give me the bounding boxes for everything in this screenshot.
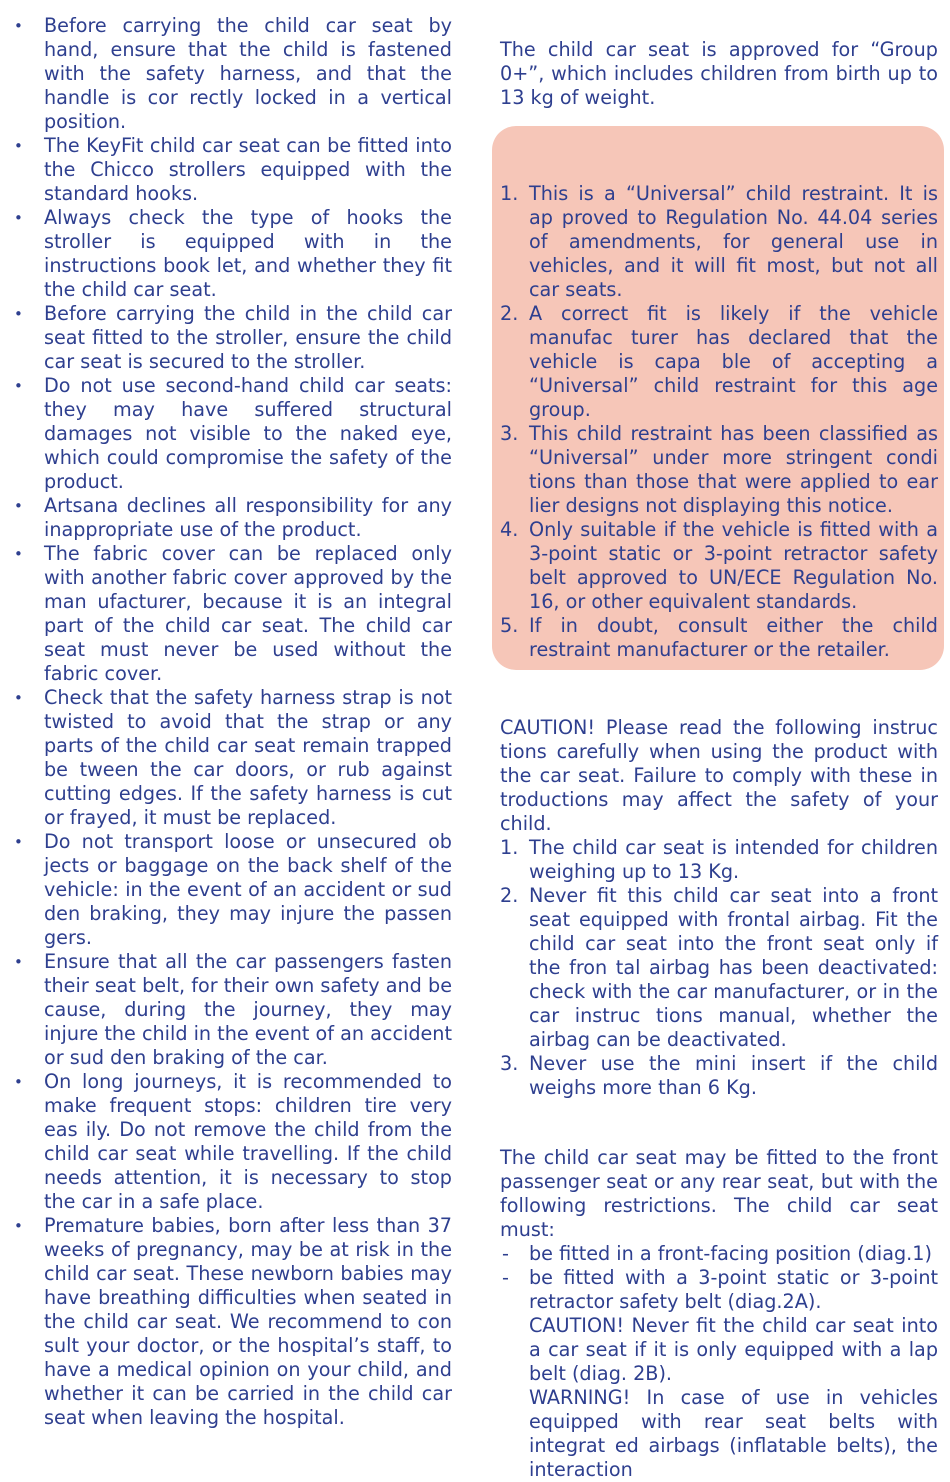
list-item: • Artsana declines all responsibility for any inappropriate use of the product.	[14, 494, 452, 542]
list-item	[500, 836, 938, 884]
caution-text: CAUTION! Never fit the child car seat into a car seat if it is only equipped with a lap belt (diag. 2B).	[529, 1314, 938, 1385]
caution-steps	[500, 836, 938, 1100]
item-text: Never fit this child car seat into a front seat equipped with frontal airbag. Fit the child car seat into the front seat only if the fron tal airbag has been deactivated: check with the car manufacturer, or in the car instruc tions manual, whether the airbag can be deactivated.	[529, 884, 938, 1051]
list-item	[500, 518, 938, 614]
restrictions-section	[500, 1146, 938, 1482]
list-item: • Before carrying the child car seat by hand, ensure that the child is fastened with the safety harness, and that the handle is cor rectly locked in a vertical position.	[14, 14, 452, 134]
safety-warnings-list	[14, 14, 452, 1430]
item-text: This is a “Universal” child restraint. It is ap proved to Regulation No. 44.04 series of amendments, for general use in vehicles, and it will fit most, but not all car seats.	[529, 182, 938, 301]
item-text: The child car seat is intended for children weighing up to 13 Kg.	[529, 836, 938, 883]
item-text: A correct fit is likely if the vehicle manufac turer has declared that the vehicle is capa ble of accepting a “Universal” child restraint for this age group.	[529, 302, 938, 421]
list-item	[500, 1266, 938, 1482]
list-item: • Before carrying the child in the child car seat fitted to the stroller, ensure the child car seat is secured to the stroller.	[14, 302, 452, 374]
caution-section	[500, 716, 938, 1100]
warning-text: WARNING! In case of use in vehicles equipped with rear seat belts with integrat ed airbags (inflatable belts), the interaction	[529, 1386, 938, 1481]
universal-notice-box	[492, 126, 944, 670]
list-item: • Do not use second-hand child car seats: they may have suffered structural damages not visible to the naked eye, which could compromise the safety of the product.	[14, 374, 452, 494]
left-column	[14, 14, 452, 1430]
list-item	[500, 182, 938, 302]
item-number: 1.	[500, 836, 519, 859]
approval-text: The child car seat is approved for “Group 0+”, which includes children from birth up to 13 kg of weight.	[500, 38, 938, 109]
item-text: If in doubt, consult either the child restraint manufacturer or the retailer.	[529, 614, 938, 661]
item-text: - be fitted with a 3-point static or 3-point retractor safety belt (diag.2A).	[529, 1266, 938, 1313]
list-item: - be fitted in a front-facing position (diag.1)	[500, 1242, 938, 1266]
list-item: • The KeyFit child car seat can be fitted into the Chicco strollers equipped with the standard hooks.	[14, 134, 452, 206]
caution-intro: CAUTION! Please read the following instruc tions carefully when using the product with the car seat. Failure to comply with these in troductions may affect the safety of your child.	[500, 716, 938, 835]
item-number: 2.	[500, 302, 519, 325]
item-number: 3.	[500, 422, 519, 445]
list-item: • On long journeys, it is recommended to make frequent stops: children tire very eas ily. Do not remove the child from the child car seat while travelling. If the child needs attention, it is necessary to stop the car in a safe place.	[14, 1070, 452, 1214]
item-number: 3.	[500, 1052, 519, 1075]
list-item	[500, 302, 938, 422]
item-text: Only suitable if the vehicle is fitted with a 3-point static or 3-point retractor safety belt approved to UN/ECE Regulation No. 16, or other equivalent standards.	[529, 518, 938, 613]
item-text: This child restraint has been classified as “Universal” under more stringent condi tions than those that were applied to ear lier designs not displaying this notice.	[529, 422, 938, 517]
item-number: 4.	[500, 518, 519, 541]
item-number: 2.	[500, 884, 519, 907]
item-number: 5.	[500, 614, 519, 637]
notice-list	[500, 182, 938, 662]
list-item	[500, 884, 938, 1052]
list-item	[500, 1052, 938, 1100]
right-column	[500, 14, 938, 1482]
restrictions-list	[500, 1242, 938, 1482]
list-item	[500, 422, 938, 518]
item-text: Never use the mini insert if the child weighs more than 6 Kg.	[529, 1052, 938, 1099]
restrictions-intro: The child car seat may be fitted to the front passenger seat or any rear seat, but with the following restrictions. The child car seat must:	[500, 1146, 938, 1241]
list-item	[500, 614, 938, 662]
item-number: 1.	[500, 182, 519, 205]
list-item: • Check that the safety harness strap is not twisted to avoid that the strap or any parts of the child car seat remain trapped be tween the car doors, or rub against cutting edges. If the safety harness is cut or frayed, it must be replaced.	[14, 686, 452, 830]
list-item: • Ensure that all the car passengers fasten their seat belt, for their own safety and be cause, during the journey, they may injure the child in the event of an accident or sud den braking of the car.	[14, 950, 452, 1070]
list-item: • Premature babies, born after less than 37 weeks of pregnancy, may be at risk in the child car seat. These newborn babies may have breathing difficulties when seated in the child car seat. We recommend to con sult your doctor, or the hospital’s staff, to have a medical opinion on your child, and whether it can be carried in the child car seat when leaving the hospital.	[14, 1214, 452, 1430]
list-item: • Always check the type of hooks the stroller is equipped with in the instructions book let, and whether they fit the child car seat.	[14, 206, 452, 302]
list-item: • Do not transport loose or unsecured ob jects or baggage on the back shelf of the vehicle: in the event of an accident or sud den braking, they may injure the passen gers.	[14, 830, 452, 950]
list-item: • The fabric cover can be replaced only with another fabric cover approved by the man ufacturer, because it is an integral part of the child car seat. The child car seat must never be used without the fabric cover.	[14, 542, 452, 686]
